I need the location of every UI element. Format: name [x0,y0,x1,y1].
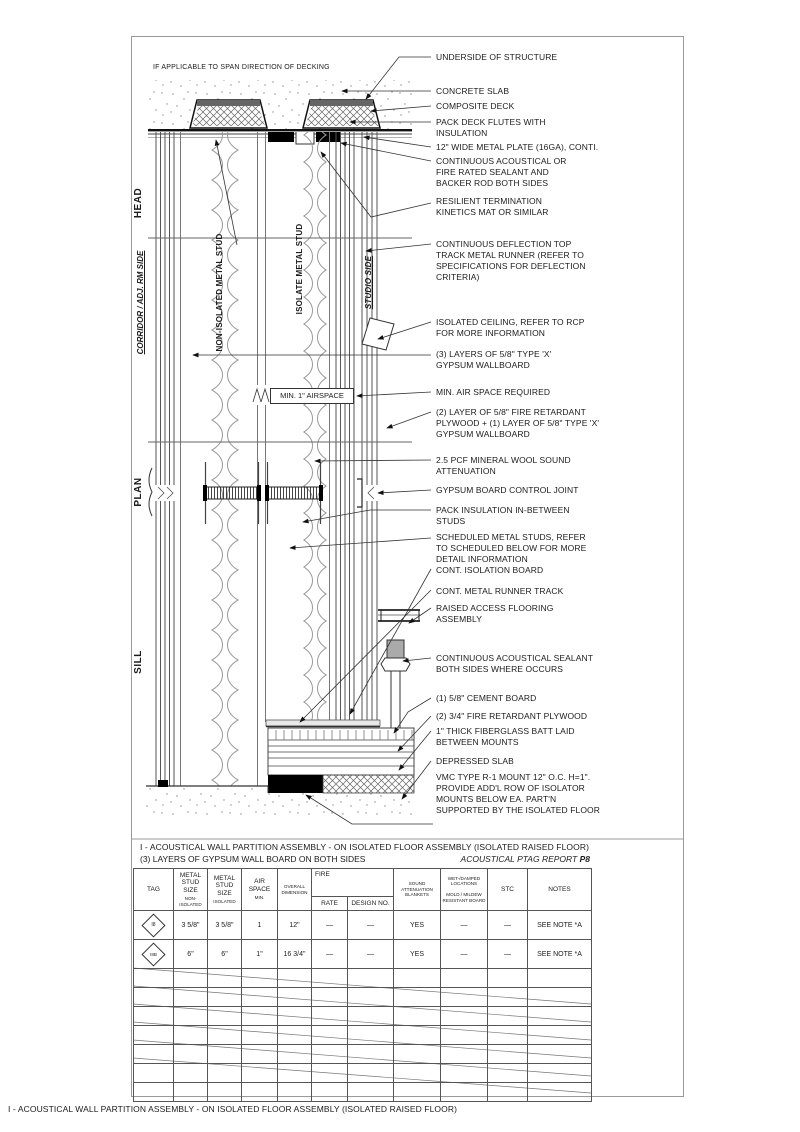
empty-row [134,969,592,988]
notes-cell: SEE NOTE *A [528,911,592,940]
callout-isolation-board: CONT. ISOLATION BOARD [436,565,544,575]
partition-schedule-table [133,868,592,1102]
schedule-title-line2-left: (3) LAYERS OF GYPSUM WALL BOARD ON BOTH SIDES [140,854,366,864]
stud-size-label: METAL STUD SIZE [179,871,202,894]
empty-row [134,1045,592,1064]
non-isolated-stud-label: NON-ISOLATED METAL STUD [215,233,224,352]
col-header-overall-dimension: OVERALL DIMENSION [278,869,312,911]
tag-diamond-icon [141,913,165,937]
tag-cell [134,940,174,969]
studio-side-label: STUDIO SIDE [364,255,373,310]
stud-iso-cell: 6" [208,940,242,969]
stc-cell: — [488,911,528,940]
schedule-title-line2 [140,854,590,864]
empty-row [134,988,592,1007]
sound-cell: YES [394,911,441,940]
design-no-cell: — [348,940,394,969]
col-header-stc: STC [488,869,528,911]
col-header-sound-attenuation: SOUND ATTENUATION BLANKETS [394,869,441,911]
col-header-fire: FIRE [312,869,394,897]
rate-cell: — [312,940,348,969]
callout-metal-plate: 12" WIDE METAL PLATE (16GA), CONTI. [436,142,599,152]
callout-control-joint: GYPSUM BOARD CONTROL JOINT [436,485,579,495]
report-label: ACOUSTICAL PTAG REPORT [460,854,578,864]
air-space-cell: 1" [242,940,278,969]
wet-cell: — [441,940,488,969]
overall-cell: 12" [278,911,312,940]
section-label-head: HEAD [133,187,144,219]
callout-scheduled-metal-studs: SCHEDULED METAL STUDS, REFER TO SCHEDULED BELOW FOR MORE DETAIL INFORMATION [436,532,587,564]
wet-damped-label: WET-/DAMPED LOCATIONS [447,875,481,887]
empty-row [134,1083,592,1102]
section-label-sill: SILL [133,650,144,674]
callout-fire-retardant-plywood-wall: (2) LAYER OF 5/8" FIRE RETARDANT PLYWOOD + (1) LAYER OF 5/8" TYPE 'X' GYPSUM WALLBOARD [436,407,600,439]
air-space-cell: 1 [242,911,278,940]
col-header-tag: TAG [134,869,174,911]
col-header-fire-design-no: DESIGN NO. [348,897,394,911]
table-row [134,911,592,940]
sound-cell: YES [394,940,441,969]
stud-non-cell: 6" [174,940,208,969]
callout-composite-deck: COMPOSITE DECK [436,101,515,111]
overall-cell: 16 3/4" [278,940,312,969]
empty-row [134,1026,592,1045]
callout-deflection-top-track: CONTINUOUS DEFLECTION TOP TRACK METAL RUNNER (REFER TO SPECIFICATIONS FOR DEFLECTION CRITERIA) [436,239,586,282]
table-row [134,940,592,969]
callout-min-air-space: MIN. AIR SPACE REQUIRED [436,387,551,397]
callout-isolated-ceiling: ISOLATED CEILING, REFER TO RCP FOR MORE INFORMATION [436,317,585,338]
tag-diamond-icon [141,942,165,966]
mold-mildew-label: MOLD / MILDEW RESISTANT BOARD [442,892,486,903]
empty-row [134,1064,592,1083]
section-label-corridor-side: CORRIDOR / ADJ. RM SIDE [136,250,145,355]
design-no-cell: — [348,911,394,940]
schedule-title-line1: I - ACOUSTICAL WALL PARTITION ASSEMBLY - ON ISOLATED FLOOR ASSEMBLY (ISOLATED RAISED FLOOR) [140,842,589,852]
col-header-stud-isolated [208,869,242,911]
col-header-air-space [242,869,278,911]
callout-underside-of-structure: UNDERSIDE OF STRUCTURE [436,52,558,62]
callout-concrete-slab: CONCRETE SLAB [436,86,510,96]
callout-vmc-isolator-mount: VMC TYPE R-1 MOUNT 12" O.C. H=1". PROVIDE ADD'L ROW OF ISOLATOR MOUNTS BELOW EA. PART'N SUPPORTED BY THE ISOLATED FLOOR [436,772,601,815]
empty-row [134,1007,592,1026]
callout-fire-retardant-plywood-floor: (2) 3/4" FIRE RETARDANT PLYWOOD [436,711,588,721]
stud-non-isolated-sub: NON-ISOLATED [179,896,202,907]
callout-mineral-wool: 2.5 PCF MINERAL WOOL SOUND ATTENUATION [436,455,571,476]
stud-size-label: METAL STUD SIZE [213,874,236,897]
tag-cell [134,911,174,940]
callout-cement-board: (1) 5/8" CEMENT BOARD [436,693,537,703]
callout-3-layers-gypsum: (3) LAYERS OF 5/8" TYPE 'X' GYPSUM WALLBOARD [436,349,552,370]
callout-metal-runner-track: CONT. METAL RUNNER TRACK [436,586,564,596]
air-space-label: AIR SPACE [248,878,271,893]
col-header-wet-damped [441,869,488,911]
acoustical-ptag-report-ref [461,854,590,864]
callout-raised-access-flooring: RAISED ACCESS FLOORING ASSEMBLY [436,603,554,624]
isolated-stud-label: ISOLATE METAL STUD [295,223,304,315]
col-header-stud-non-isolated [174,869,208,911]
stud-isolated-sub: ISOLATED [213,899,236,904]
section-label-plan: PLAN [133,477,144,507]
min-airspace-label: MIN. 1" AIRSPACE [270,388,354,404]
callout-fiberglass-batt: 1" THICK FIBERGLASS BATT LAID BETWEEN MOUNTS [436,726,575,747]
tag-value: I8B [150,951,157,957]
callout-acoustical-sealant-head: CONTINUOUS ACOUSTICAL OR FIRE RATED SEALANT AND BACKER ROD BOTH SIDES [436,156,567,188]
stud-iso-cell: 3 5/8" [208,911,242,940]
callout-pack-insulation: PACK INSULATION IN-BETWEEN STUDS [436,505,570,526]
col-header-fire-rate: RATE [312,897,348,911]
stud-non-cell: 3 5/8" [174,911,208,940]
callout-depressed-slab: DEPRESSED SLAB [436,756,514,766]
col-header-notes: NOTES [528,869,592,911]
sheet-caption: I - ACOUSTICAL WALL PARTITION ASSEMBLY - ON ISOLATED FLOOR ASSEMBLY (ISOLATED RAISED FLOOR) [8,1104,457,1114]
air-space-min-sub: MIN. [254,895,265,901]
stc-cell: — [488,940,528,969]
wet-cell: — [441,911,488,940]
callout-resilient-termination: RESILIENT TERMINATION KINETICS MAT OR SIMILAR [436,196,549,217]
callout-pack-deck-flutes: PACK DECK FLUTES WITH INSULATION [436,117,546,138]
notes-cell: SEE NOTE *A [528,940,592,969]
tag-value: I8 [151,921,156,928]
report-ref: P8 [579,854,590,864]
rate-cell: — [312,911,348,940]
callout-acoustical-sealant-sill: CONTINUOUS ACOUSTICAL SEALANT BOTH SIDES WHERE OCCURS [436,653,593,674]
span-direction-note: IF APPLICABLE TO SPAN DIRECTION OF DECKING [153,64,330,71]
